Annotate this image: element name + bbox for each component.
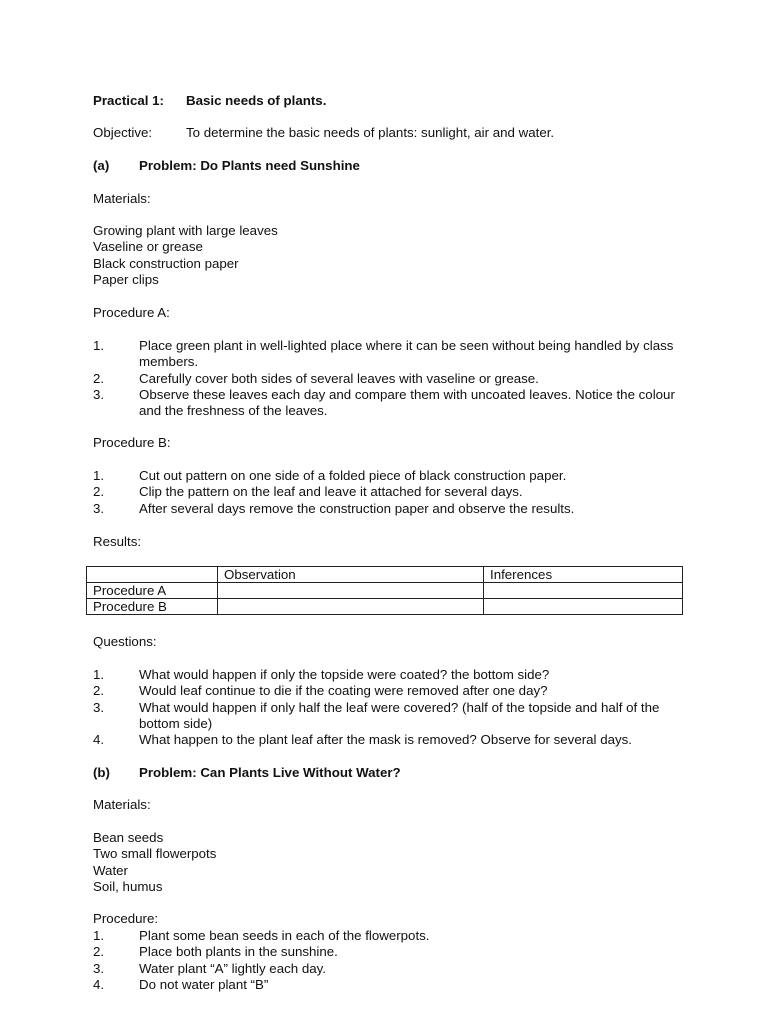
list-item <box>93 928 684 944</box>
list-item <box>93 484 684 500</box>
part-a-problem: Problem: Do Plants need Sunshine <box>139 158 360 173</box>
item-number: 1. <box>93 338 105 353</box>
item-number: 3. <box>93 960 105 976</box>
results-label: Results: <box>93 534 142 549</box>
procedure-a-list <box>93 338 684 419</box>
table-header-cell: Observation <box>218 567 484 583</box>
item-text: Cut out pattern on one side of a folded piece of black construction paper. <box>139 468 567 483</box>
part-a-materials-list <box>93 223 278 288</box>
item-number: 4. <box>93 976 105 992</box>
list-item <box>93 667 684 683</box>
item-number: 2. <box>93 484 105 500</box>
objective-label: Objective: <box>93 125 153 140</box>
list-item: Black construction paper <box>93 255 239 271</box>
item-number: 4. <box>93 732 105 748</box>
table-cell <box>218 599 484 615</box>
item-text: Place both plants in the sunshine. <box>139 944 338 960</box>
item-text: Do not water plant “B” <box>139 976 269 992</box>
table-cell <box>218 583 484 599</box>
questions-label: Questions: <box>93 634 157 649</box>
item-number: 2. <box>93 683 105 699</box>
list-item <box>93 501 684 517</box>
item-number: 3. <box>93 699 105 715</box>
table-cell: Procedure B <box>87 599 218 615</box>
item-text: Observe these leaves each day and compare them with uncoated leaves. Notice the colour and the freshness of the leaves. <box>139 386 675 419</box>
item-text: Water plant “A” lightly each day. <box>139 960 326 976</box>
table-header-cell <box>87 567 218 583</box>
part-a-letter: (a) <box>93 158 110 173</box>
table-row <box>87 599 683 615</box>
list-item <box>93 961 684 977</box>
part-b-letter: (b) <box>93 765 110 780</box>
list-item: Two small flowerpots <box>93 846 217 862</box>
table-cell: Procedure A <box>87 583 218 599</box>
part-b-procedure-label: Procedure: <box>93 911 159 926</box>
part-b-procedure-list <box>93 928 684 993</box>
table-cell <box>484 599 683 615</box>
list-item: Soil, humus <box>93 878 163 894</box>
list-item: Paper clips <box>93 271 159 287</box>
item-number: 3. <box>93 386 105 402</box>
item-number: 1. <box>93 667 105 682</box>
list-item: Vaseline or grease <box>93 239 203 255</box>
list-item <box>93 387 684 420</box>
list-item <box>93 371 684 387</box>
list-item <box>93 338 684 371</box>
questions-list <box>93 667 684 748</box>
procedure-a-label: Procedure A: <box>93 305 170 320</box>
item-text: Place green plant in well-lighted place where it can be seen without being handled by class members. <box>139 338 674 370</box>
item-text: Carefully cover both sides of several leaves with vaseline or grease. <box>139 370 539 386</box>
item-text: What would happen if only the topside were coated? the bottom side? <box>139 667 550 682</box>
list-item <box>93 468 684 484</box>
list-item <box>93 977 684 993</box>
item-text: What would happen if only half the leaf were covered? (half of the topside and half of the bottom side) <box>139 699 660 731</box>
item-number: 2. <box>93 944 105 960</box>
item-text: Would leaf continue to die if the coating were removed after one day? <box>139 683 548 699</box>
item-number: 1. <box>93 468 105 483</box>
item-number: 2. <box>93 370 105 386</box>
item-number: 1. <box>93 928 105 943</box>
part-a-materials-label: Materials: <box>93 191 151 206</box>
list-item <box>93 683 684 699</box>
table-cell <box>484 583 683 599</box>
results-table <box>86 566 683 615</box>
item-text: Clip the pattern on the leaf and leave it attached for several days. <box>139 484 523 500</box>
objective-text: To determine the basic needs of plants: sunlight, air and water. <box>186 125 555 140</box>
list-item <box>93 732 684 748</box>
practical-title: Basic needs of plants. <box>186 93 327 108</box>
table-header-row <box>87 567 683 583</box>
part-b-problem: Problem: Can Plants Live Without Water? <box>139 765 401 780</box>
item-text: What happen to the plant leaf after the mask is removed? Observe for several days. <box>139 732 632 748</box>
procedure-b-label: Procedure B: <box>93 435 171 450</box>
item-text: Plant some bean seeds in each of the flowerpots. <box>139 928 430 943</box>
table-header-cell: Inferences <box>484 567 683 583</box>
procedure-b-list <box>93 468 684 517</box>
item-text: After several days remove the construction paper and observe the results. <box>139 500 575 516</box>
list-item: Growing plant with large leaves <box>93 223 278 238</box>
list-item <box>93 944 684 960</box>
list-item: Water <box>93 862 128 878</box>
practical-label: Practical 1: <box>93 93 164 108</box>
list-item <box>93 700 684 733</box>
part-b-materials-label: Materials: <box>93 797 151 812</box>
list-item: Bean seeds <box>93 830 164 845</box>
table-row <box>87 583 683 599</box>
part-b-materials-list <box>93 830 216 895</box>
item-number: 3. <box>93 500 105 516</box>
